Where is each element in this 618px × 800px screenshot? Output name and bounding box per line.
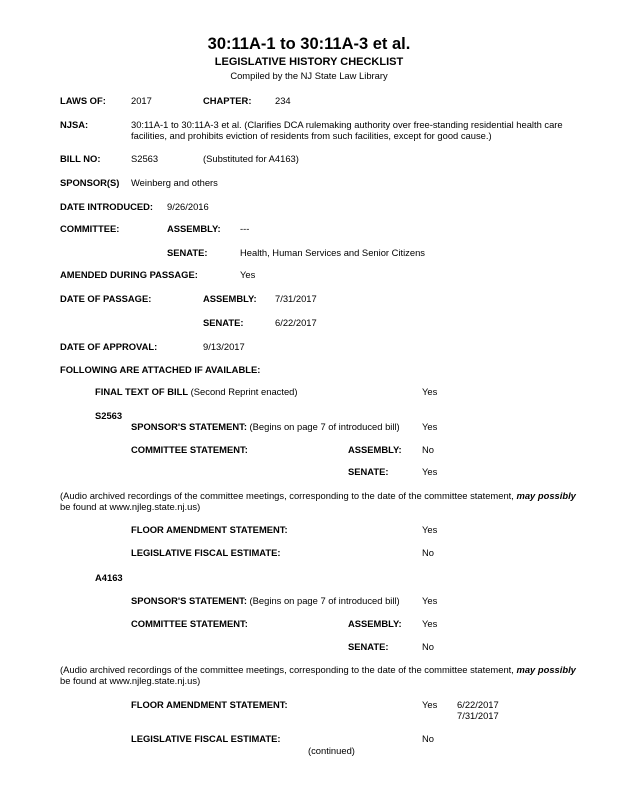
compiled-by: Compiled by the NJ State Law Library [230,70,388,81]
njsa-line-2: facilities, and prohibits eviction of residents from such facilities, except for good cause.) [131,130,492,141]
a4163-senate-label: SENATE: [348,641,389,652]
s2563-audio-text: (Audio archived recordings of the committee meetings, corresponding to the date of the committee statement, [60,490,517,501]
s2563-assembly-value: No [422,444,434,455]
a4163-audio-text: (Audio archived recordings of the committee meetings, corresponding to the date of the committee statement, [60,664,517,675]
passage-senate-label: SENATE: [203,317,244,328]
a4163-fiscal-value: No [422,733,434,744]
chapter-label: CHAPTER: [203,95,252,106]
s2563-committee-label: COMMITTEE STATEMENT: [131,444,248,455]
a4163-assembly-label: ASSEMBLY: [348,618,402,629]
committee-label: COMMITTEE: [60,223,120,234]
a4163-committee-label: COMMITTEE STATEMENT: [131,618,248,629]
committee-senate-label: SENATE: [167,247,208,258]
a4163-sponsor-label: SPONSOR'S STATEMENT: [131,595,247,606]
passage-senate-value: 6/22/2017 [275,317,317,328]
s2563-floor-label: FLOOR AMENDMENT STATEMENT: [131,524,288,535]
a4163-sponsor-note: (Begins on page 7 of introduced bill) [246,595,400,606]
laws-of-year: 2017 [131,95,152,106]
laws-of-label: LAWS OF: [60,95,106,106]
chapter-value: 234 [275,95,291,106]
njsa-label: NJSA: [60,119,89,130]
bill-no-label: BILL NO: [60,153,101,164]
final-text-row [95,386,298,398]
amended-value: Yes [240,269,256,280]
committee-senate-value: Health, Human Services and Senior Citizens [240,247,425,258]
a4163-audio-line-2: be found at www.njleg.state.nj.us) [60,675,201,686]
date-of-passage-label: DATE OF PASSAGE: [60,293,152,304]
s2563-sponsor-label: SPONSOR'S STATEMENT: [131,421,247,432]
s2563-heading: S2563 [95,410,123,421]
njsa-line-1: 30:11A-1 to 30:11A-3 et al. (Clarifies DCA rulemaking authority over free-standing residential health care [131,119,563,130]
date-introduced-label: DATE INTRODUCED: [60,201,154,212]
s2563-audio-line-2: be found at www.njleg.state.nj.us) [60,501,201,512]
a4163-heading: A4163 [95,572,123,583]
s2563-fiscal-value: No [422,547,434,558]
a4163-floor-date-1: 6/22/2017 [457,699,499,710]
bill-no-value: S2563 [131,153,159,164]
a4163-fiscal-label: LEGISLATIVE FISCAL ESTIMATE: [131,733,281,744]
bill-substituted-note: (Substituted for A4163) [203,153,299,164]
a4163-assembly-value: Yes [422,618,438,629]
document-subtitle: LEGISLATIVE HISTORY CHECKLIST [214,56,404,68]
date-introduced-value: 9/26/2016 [167,201,209,212]
a4163-audio-emphasis: may possibly [516,664,576,675]
committee-assembly-value: --- [240,223,250,234]
a4163-floor-value: Yes [422,699,438,710]
passage-assembly-label: ASSEMBLY: [203,293,257,304]
s2563-fiscal-label: LEGISLATIVE FISCAL ESTIMATE: [131,547,281,558]
passage-assembly-value: 7/31/2017 [275,293,317,304]
s2563-assembly-label: ASSEMBLY: [348,444,402,455]
s2563-audio-emphasis: may possibly [516,490,576,501]
s2563-floor-value: Yes [422,524,438,535]
s2563-senate-value: Yes [422,466,438,477]
final-text-label: FINAL TEXT OF BILL [95,386,189,397]
a4163-senate-value: No [422,641,434,652]
document-title: 30:11A-1 to 30:11A-3 et al. [207,35,411,53]
amended-label: AMENDED DURING PASSAGE: [60,269,198,280]
final-text-value: Yes [422,386,438,397]
s2563-senate-label: SENATE: [348,466,389,477]
final-text-note: (Second Reprint enacted) [188,386,298,397]
attached-heading: FOLLOWING ARE ATTACHED IF AVAILABLE: [60,364,261,375]
s2563-sponsor-value: Yes [422,421,438,432]
a4163-floor-date-2: 7/31/2017 [457,710,499,721]
continued-note: (continued) [308,745,355,756]
s2563-sponsor-row [131,421,400,433]
date-of-approval-value: 9/13/2017 [203,341,245,352]
s2563-sponsor-note: (Begins on page 7 of introduced bill) [246,421,400,432]
date-of-approval-label: DATE OF APPROVAL: [60,341,158,352]
sponsor-value: Weinberg and others [131,177,218,188]
a4163-floor-label: FLOOR AMENDMENT STATEMENT: [131,699,288,710]
sponsor-label: SPONSOR(S) [60,177,120,188]
committee-assembly-label: ASSEMBLY: [167,223,221,234]
a4163-sponsor-value: Yes [422,595,438,606]
a4163-sponsor-row [131,595,400,607]
